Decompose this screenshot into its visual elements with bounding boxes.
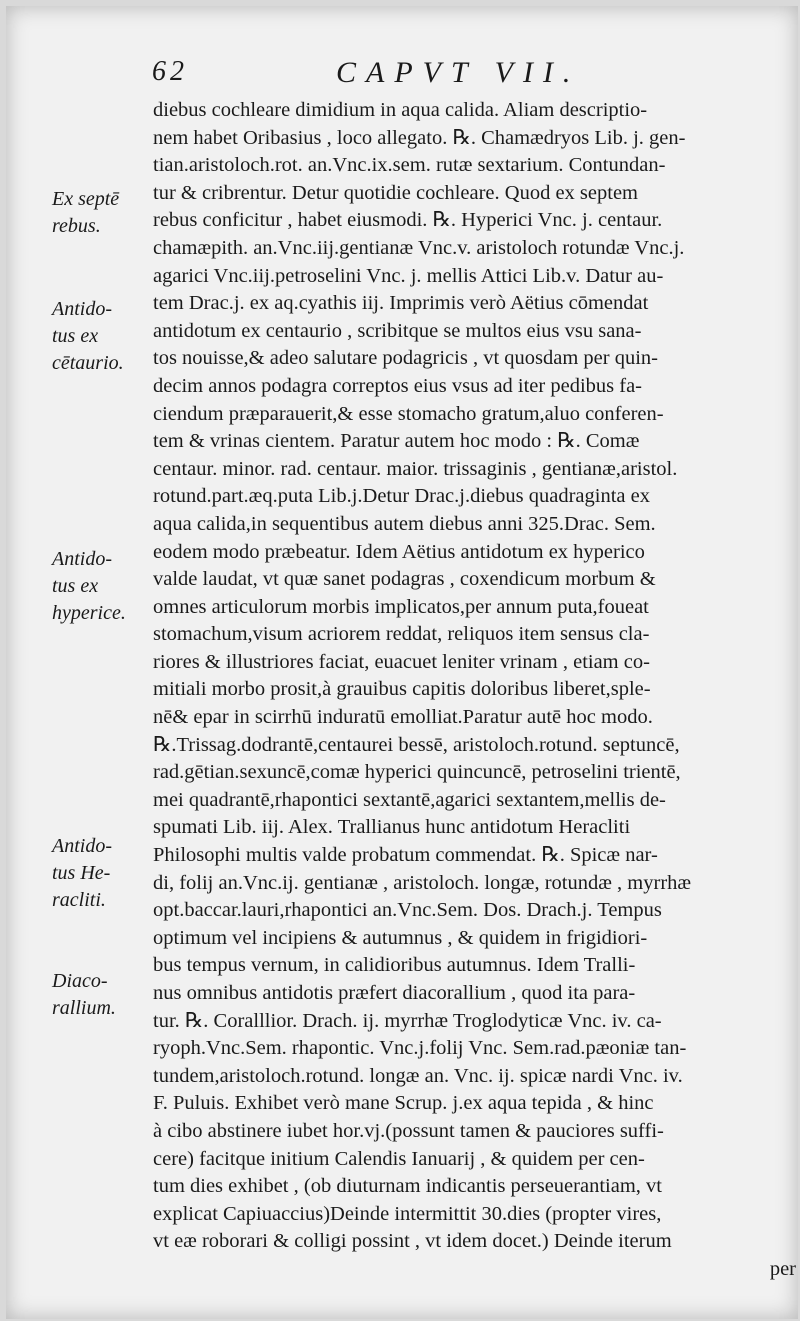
margin-note-antidotus-centaurio	[52, 296, 147, 377]
text-line: riores & illustriores faciat, euacuet leniter vrinam , etiam co-	[153, 650, 650, 673]
text-line: vt eæ roborari & colligi possint , vt idem docet.) Deinde iterum	[153, 1230, 672, 1253]
text-line: Philosophi multis valde probatum commendat. ℞. Spicæ nar-	[153, 844, 658, 867]
margin-note-line: tus ex	[52, 325, 99, 347]
margin-note-line: tus ex	[52, 575, 99, 597]
text-line: mitiali morbo prosit,à grauibus capitis doloribus liberet,sple-	[153, 678, 651, 701]
text-line: explicat Capiuaccius)Deinde intermittit 30.dies (propter vires,	[153, 1202, 662, 1225]
margin-note-diacorallium	[52, 968, 147, 1022]
margin-note-line: Antido-	[52, 835, 112, 857]
text-line: ciendum præparauerit,& esse stomacho gratum,aluo conferen-	[153, 402, 664, 425]
text-line: nē& epar in scirrhū induratū emolliat.Paratur autē hoc modo.	[153, 706, 653, 729]
text-line: optimum vel incipiens & autumnus , & quidem in frigidiori-	[153, 926, 648, 949]
text-line: tum dies exhibet , (ob diuturnam indicantis perseuerantiam, vt	[153, 1175, 662, 1198]
text-line: rotund.part.æq.puta Lib.j.Detur Drac.j.diebus quadraginta ex	[153, 485, 650, 508]
text-line: tos nouisse,& adeo salutare podagricis , vt quosdam per quin-	[153, 347, 658, 370]
body-text	[153, 97, 800, 1284]
text-line: nus omnibus antidotis præfert diacorallium , quod ita para-	[153, 982, 636, 1004]
margin-note-line: Antido-	[52, 298, 112, 320]
catchword: per	[769, 1257, 796, 1280]
margin-note-line: Diaco-	[52, 970, 108, 992]
text-line: agarici Vnc.iij.petroselini Vnc. j. mellis Attici Lib.v. Datur au-	[153, 264, 664, 287]
margin-note-antidotus-heracliti	[52, 833, 147, 914]
text-line: tur. ℞. Coralllior. Drach. ij. myrrhæ Troglodyticæ Vnc. iv. ca-	[153, 1009, 662, 1032]
text-line: rebus conficitur , habet eiusmodi. ℞. Hyperici Vnc. j. centaur.	[153, 209, 663, 232]
text-line: eodem modo præbeatur. Idem Aëtius antidotum ex hyperico	[153, 540, 645, 563]
text-line: nem habet Oribasius , loco allegato. ℞. Chamædryos Lib. j. gen-	[153, 126, 686, 149]
margin-note-line: rebus.	[52, 215, 101, 237]
text-line: ryoph.Vnc.Sem. rhapontic. Vnc.j.folij Vnc. Sem.rad.pæoniæ tan-	[153, 1037, 687, 1060]
text-line: à cibo abstinere iubet hor.vj.(possunt tamen & pauciores suffi-	[153, 1119, 664, 1142]
text-line: stomachum,visum acriorem reddat, reliquos item sensus cla-	[153, 623, 650, 646]
text-line: diebus cochleare dimidium in aqua calida. Aliam descriptio-	[153, 99, 648, 121]
text-line: chamæpith. an.Vnc.iij.gentianæ Vnc.v. aristoloch rotundæ Vnc.j.	[153, 236, 685, 259]
running-head: CAPVT VII.	[336, 56, 581, 89]
text-line: decim annos podagra correptos eius vsus ad iter pedibus fa-	[153, 374, 643, 397]
book-page	[6, 6, 798, 1319]
text-line: ℞.Trissag.dodrantē,centaurei bessē, aristoloch.rotund. septuncē,	[153, 733, 680, 756]
text-line: tem Drac.j. ex aq.cyathis iij. Imprimis verò Aëtius cōmendat	[153, 292, 649, 315]
text-line: centaur. minor. rad. centaur. maior. trissaginis , gentianæ,aristol.	[153, 457, 678, 480]
margin-note-line: cētaurio.	[52, 352, 124, 374]
text-line: tur & cribrentur. Detur quotidie cochleare. Quod ex septem	[153, 181, 639, 204]
margin-note-line: racliti.	[52, 889, 106, 911]
margin-note-line: hyperice.	[52, 602, 126, 624]
margin-note-antidotus-hyperice	[52, 546, 147, 627]
margin-note-line: Ex septē	[52, 188, 120, 210]
text-line: tem & vrinas cientem. Paratur autem hoc modo : ℞. Comæ	[153, 430, 640, 453]
margin-note-line: Antido-	[52, 548, 112, 570]
text-line: F. Puluis. Exhibet verò mane Scrup. j.ex aqua tepida , & hinc	[153, 1092, 654, 1115]
page-number: 62	[152, 56, 188, 87]
text-line: cere) facitque initium Calendis Ianuarij , & quidem per cen-	[153, 1147, 645, 1170]
text-line: tian.aristoloch.rot. an.Vnc.ix.sem. rutæ sextarium. Contundan-	[153, 154, 666, 177]
text-line: antidotum ex centaurio , scribitque se multos eius vsu sana-	[153, 319, 642, 342]
margin-note-line: tus He-	[52, 862, 111, 884]
text-line: opt.baccar.lauri,rhapontici an.Vnc.Sem. Dos. Drach.j. Tempus	[153, 899, 662, 922]
page-header	[146, 56, 616, 96]
text-line: valde laudat, vt quæ sanet podagras , coxendicum morbum &	[153, 568, 656, 591]
text-line: mei quadrantē,rhapontici sextantē,agarici sextantem,mellis de-	[153, 788, 666, 811]
text-line: aqua calida,in sequentibus autem diebus anni 325.Drac. Sem.	[153, 512, 656, 535]
text-line: spumati Lib. iij. Alex. Trallianus hunc antidotum Heracliti	[153, 816, 631, 839]
margin-note-ex-septem	[52, 186, 147, 240]
text-line: rad.gētian.sexuncē,comæ hyperici quincuncē, petroselini trientē,	[153, 761, 681, 784]
text-line: omnes articulorum morbis implicatos,per annum puta,foueat	[153, 595, 649, 618]
margin-note-line: rallium.	[52, 997, 116, 1019]
text-line: di, folij an.Vnc.ij. gentianæ , aristoloch. longæ, rotundæ , myrrhæ	[153, 871, 692, 894]
text-line: bus tempus vernum, in calidioribus autumnus. Idem Tralli-	[153, 954, 636, 977]
text-line: tundem,aristoloch.rotund. longæ an. Vnc. ij. spicæ nardi Vnc. iv.	[153, 1064, 683, 1087]
